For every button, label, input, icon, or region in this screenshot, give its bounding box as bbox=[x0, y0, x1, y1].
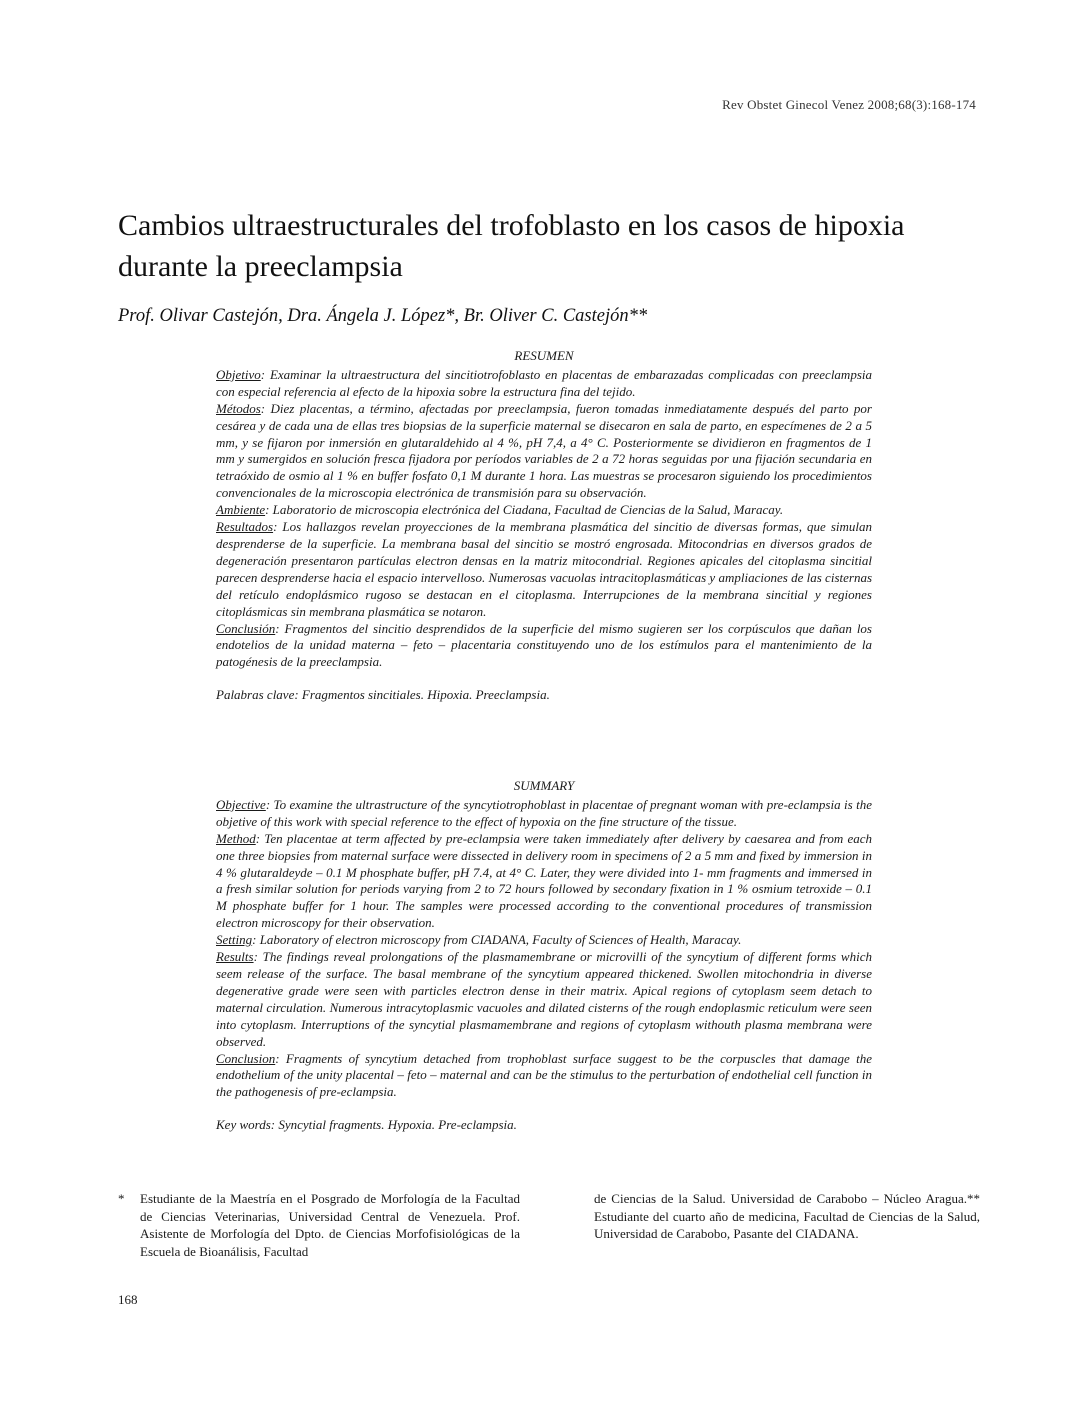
summary-block bbox=[216, 778, 872, 1134]
section-label: Conclusion bbox=[216, 1050, 276, 1066]
section-label: Ambiente bbox=[216, 502, 266, 518]
section-label: Resultados bbox=[216, 519, 274, 535]
summary-results bbox=[216, 949, 872, 1050]
summary-heading: SUMMARY bbox=[513, 778, 575, 793]
author-list: Prof. Olivar Castejón, Dra. Ángela J. López*, Br. Oliver C. Castejón** bbox=[118, 306, 648, 326]
resumen-resultados bbox=[216, 519, 872, 620]
resumen-metodos bbox=[216, 401, 872, 502]
summary-conclusion bbox=[216, 1051, 872, 1102]
footnote-text-right: de Ciencias de la Salud. Universidad de Carabobo – Núcleo Aragua.** Estudiante del cuarto año de medicina, Facultad de Ciencias de la Salud, Universidad de Carabobo, Pasante del CIADANA. bbox=[594, 1191, 980, 1241]
section-label: Objective bbox=[216, 796, 266, 812]
resumen-ambiente bbox=[216, 502, 872, 519]
footnote-left-column bbox=[118, 1190, 520, 1260]
section-text: : Los hallazgos revelan proyecciones de la membrana plasmática del sincitio de diversas formas, que simulan desprenderse de la superficie. La membrana basal del sincitio se mostró engrosada. Mitocondrias en diversos grados de degeneración presentaron partículas electron densas en la matriz mitocondrial. Regiones apicales del citoplasma sincitial parecen desprenderse hacia el espacio intervelloso. Numerosas vacuolas intracitoplasmáticas y ampliaciones de las cisternas del retículo endoplásmico rugoso se destacan en el citoplasma. Interrupciones de la membrana sincitial y regiones citoplásmicas sin membrana plasmática se notaron. bbox=[216, 519, 872, 619]
section-text: : The findings reveal prolongations of the plasmamembrane or microvilli of the syncytium of different forms which seem release of the surface. The basal membrane of the syncytium appeared thickened. Swollen mitochondria in diverse degenerative grade were seen with particles electron dense in their matrix. Apical regions of cytoplasm seem detach to maternal circulation. Numerous intracytoplasmic vacuoles and dilated cisterns of the rough endoplasmic reticulum were seen into cytoplasm. Interruptions of the syncytial plasmamembrane and regions of cytoplasm withouth plasma membrana were observed. bbox=[216, 949, 872, 1049]
summary-objective bbox=[216, 797, 872, 831]
section-text: : Fragments of syncytium detached from trophoblast surface suggest to be the corpuscles that damage the endothelium of the unity placental – feto – maternal and can be the stimulus to the perturbation of endothelial cell function in the pathogenesis of pre-eclampsia. bbox=[216, 1050, 872, 1100]
section-label: Method bbox=[216, 830, 256, 846]
footnote-mark: * bbox=[118, 1191, 125, 1206]
footnote-text-left: Estudiante de la Maestría en el Posgrado de Morfología de la Facultad de Ciencias Veterinarias, Universidad Central de Venezuela. Prof. Asistente de Morfología del Dpto. de Ciencias Morfofisiológicas de la Escuela de Bioanálisis, Facultad bbox=[140, 1191, 520, 1259]
section-text: : Examinar la ultraestructura del sincitiotrofoblasto en placentas de embarazadas complicadas con preeclampsia con especial referencia al efecto de la hipoxia sobre la estructura fina del tejido. bbox=[216, 366, 872, 399]
resumen-keywords: Palabras clave: Fragmentos sincitiales. Hipoxia. Preeclampsia. bbox=[216, 687, 550, 703]
journal-reference: Rev Obstet Ginecol Venez 2008;68(3):168-174 bbox=[722, 97, 976, 112]
article-title: Cambios ultraestructurales del trofoblasto en los casos de hipoxia durante la preeclampsia bbox=[118, 209, 905, 283]
section-text: : Laboratorio de microscopia electrónica del Ciadana, Facultad de Ciencias de la Salud, Maracay. bbox=[265, 502, 784, 518]
section-text: : Diez placentas, a término, afectadas por preeclampsia, fueron tomadas inmediatamente después del parto por cesárea y de cada una de ellas tres biopsias de la superficie maternal se disecaron en sala de parto, en especímenes de 2 a 5 mm, y se fijaron por inmersión en glutaraldehido al 4 %, pH 7,4, a 4° C. Posteriormente se dividieron en fragmentos de 1 mm y sumergidos en solución fresca fijadora por períodos variables de 2 a 72 horas seguidas por una fijación secundaria en tetraóxido de osmio al 1 % en buffer fosfato 0,1 M durante 1 hora. Las muestras se procesaron siguiendo los procedimientos convencionales de la microscopia electrónica de transmisión para su observación. bbox=[216, 400, 872, 501]
section-label: Setting bbox=[216, 932, 253, 948]
section-text: : To examine the ultrastructure of the syncytiotrophoblast in placentae of pregnant woman with pre-eclampsia is the objetive of this work with special reference to the effect of hypoxia on the fine structure of the tissue. bbox=[216, 796, 872, 829]
resumen-conclusion bbox=[216, 621, 872, 672]
page-number: 168 bbox=[118, 1292, 138, 1307]
resumen-heading: RESUMEN bbox=[514, 348, 574, 363]
section-text: : Fragmentos del sincitio desprendidos de la superficie del mismo sugieren ser los corpúsculos que dañan los endotelios de la unidad materna – feto – placentaria constituyendo uno de los estímulos para el mantenimiento de la patogénesis de la preeclampsia. bbox=[216, 620, 872, 670]
section-text: : Laboratory of electron microscopy from CIADANA, Faculty of Sciences of Health, Maracay. bbox=[252, 932, 742, 948]
summary-keywords: Key words: Syncytial fragments. Hypoxia. Pre-eclampsia. bbox=[216, 1117, 517, 1133]
section-label: Results bbox=[216, 949, 254, 965]
resumen-objetivo bbox=[216, 367, 872, 401]
section-label: Conclusión bbox=[216, 620, 276, 636]
resumen-block bbox=[216, 348, 872, 704]
section-label: Objetivo bbox=[216, 366, 261, 382]
summary-method bbox=[216, 831, 872, 932]
summary-setting bbox=[216, 932, 872, 949]
section-label: Métodos bbox=[216, 400, 261, 416]
section-text: : Ten placentae at term affected by pre-eclampsia were taken immediately after delivery by caesarea and from each one three biopsies from maternal surface were dissected in delivery room in specimens of 2 a 5 mm and fixed by immersion in 4 % glutaraldeyde – 0.1 M phosphate buffer, pH 7.4, at 4° C. Later, they were divided into 1- mm fragments and immersed in a fresh similar solution for periods varying from 2 to 72 hours followed by secondary fixation in 1 % osmium tetroxide – 0.1 M phosphate buffer for 1 hour. The samples were processed according to the conventional procedures of transmission electron microscopy for their observation. bbox=[216, 830, 872, 931]
